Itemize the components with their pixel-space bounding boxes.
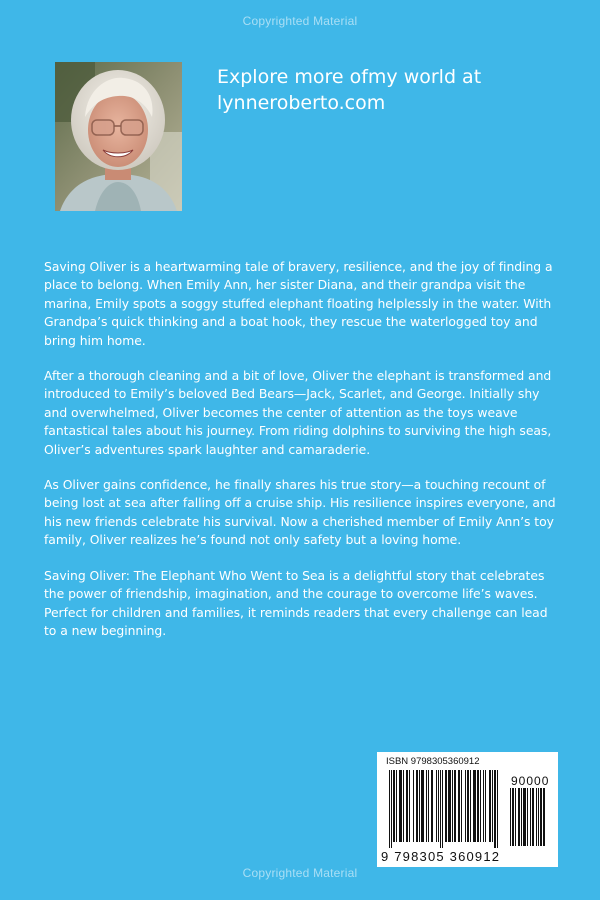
description-paragraph: After a thorough cleaning and a bit of love, Oliver the elephant is transformed and introduced to Emily’s beloved Bed Bears—Jack, Scarlet, and George. Initially shy and overwhelmed, Oliver becomes the center of attention as the toys weave fantastical tales about his journey. From riding dolphins to surviving the high seas, Oliver’s adventures spark laughter and camaraderie. [44, 368, 552, 457]
copyright-watermark-top: Copyrighted Material [242, 14, 358, 28]
description-paragraph: Saving Oliver is a heartwarming tale of bravery, resilience, and the joy of finding a place to belong. When Emily Ann, her sister Diana, and their grandpa visit the marina, Emily spots a soggy stuffed elephant floating helplessly in the water. With Grandpa’s quick thinking and a boat hook, they rescue the waterlogged toy and bring him home. [44, 259, 553, 348]
isbn-label: ISBN 9798305360912 [386, 756, 480, 767]
isbn-barcode-box [377, 752, 558, 867]
author-website-link[interactable]: lynneroberto.com [217, 92, 386, 114]
price-addon-barcode-bars [510, 788, 550, 848]
book-description [44, 258, 560, 657]
price-code: 90000 [511, 774, 550, 788]
promo-line-1: Explore more ofmy world at [217, 66, 482, 88]
copyright-watermark-bottom: Copyrighted Material [242, 866, 358, 880]
isbn-barcode-digits: 9 798305 360912 [381, 849, 501, 864]
author-portrait-image [55, 62, 182, 211]
author-photo [55, 62, 182, 211]
author-website-promo [217, 64, 577, 116]
description-paragraph: Saving Oliver: The Elephant Who Went to Sea is a delightful story that celebrates the power of friendship, imagination, and the courage to overcome life’s waves. Perfect for children and families, it reminds readers that every challenge can lead to a new beginning. [44, 567, 548, 638]
ean-barcode-bars [389, 770, 507, 850]
description-paragraph: As Oliver gains confidence, he finally shares his true story—a touching recount of being lost at sea after falling off a cruise ship. His resilience inspires everyone, and his new friends celebrate his survival. Now a cherished member of Emily Ann’s toy family, Oliver realizes he’s found not only safety but a loving home. [44, 477, 556, 548]
